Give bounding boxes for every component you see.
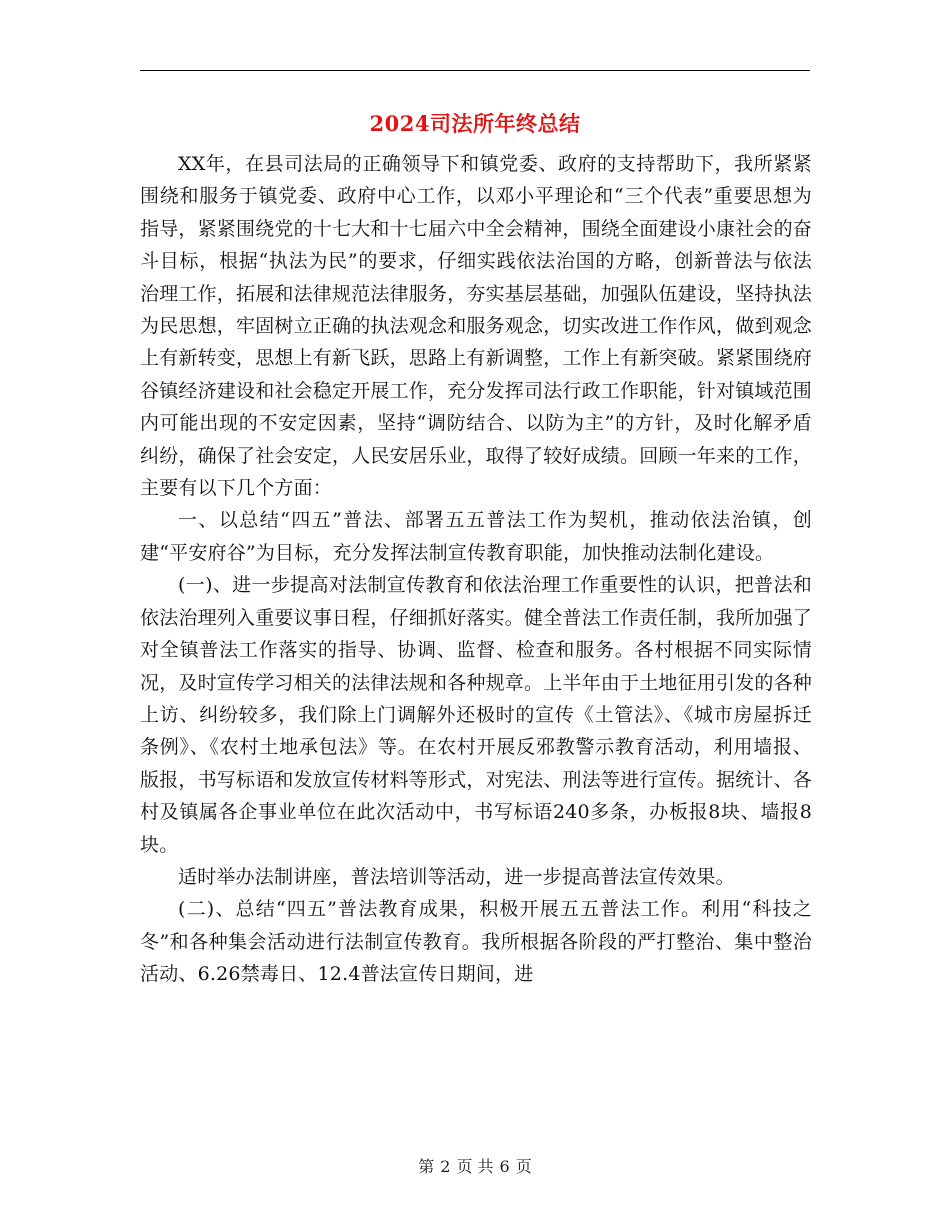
- page-footer: [0, 1154, 950, 1177]
- body-paragraph-intro: XX年，在县司法局的正确领导下和镇党委、政府的支持帮助下，我所紧紧围绕和服务于镇党委、政府中心工作，以邓小平理论和“三个代表”重要思想为指导，紧紧围绕党的十七大和十七届六中全会精神，围绕全面建设小康社会的奋斗目标，根据“执法为民”的要求，仔细实践依法治国的方略，创新普法与依法治理工作，拓展和法律规范法律服务，夯实基层基础，加强队伍建设，坚持执法为民思想，牢固树立正确的执法观念和服务观念，切实改进工作作风，做到观念上有新转变，思想上有新飞跃，思路上有新调整，工作上有新突破。紧紧围绕府谷镇经济建设和社会稳定开展工作，充分发挥司法行政工作职能，针对镇域范围内可能出现的不安定因素，坚持“调防结合、以防为主”的方针，及时化解矛盾纠纷，确保了社会安定，人民安居乐业，取得了较好成绩。回顾一年来的工作，主要有以下几个方面：: [140, 153, 813, 500]
- footer-prefix: 第: [418, 1157, 435, 1176]
- header-rule: [140, 70, 810, 71]
- document-body: [140, 148, 812, 991]
- body-paragraph-subsection-1: (一)、进一步提高对法制宣传教育和依法治理工作重要性的认识，把普法和依法治理列入重要议事日程，仔细抓好落实。健全普法工作责任制，我所加强了对全镇普法工作落实的指导、协调、监督、检查和服务。各村根据不同实际情况，及时宣传学习相关的法律法规和各种规章。上半年由于土地征用引发的各种上访、纠纷较多，我们除上门调解外还极时的宣传《土管法》、《城市房屋拆迁条例》、《农村土地承包法》等。在农村开展反邪教警示教育活动，利用墙报、版报，书写标语和发放宣传材料等形式，对宪法、刑法等进行宣传。据统计、各村及镇属各企事业单位在此次活动中，书写标语240多条，办板报8块、墙报8块。: [140, 574, 813, 856]
- body-paragraph-subsection-2: (二)、总结“四五”普法教育成果，积极开展五五普法工作。利用“科技之冬”和各种集会活动进行法制宣传教育。我所根据各阶段的严打整治、集中整治活动、6.26禁毒日、12.4普法宣传日期间，进: [140, 898, 812, 986]
- document-title: 2024司法所年终总结: [369, 111, 581, 136]
- body-paragraph-lectures: 适时举办法制讲座，普法培训等活动，进一步提高普法宣传效果。: [178, 865, 735, 888]
- footer-middle: 页 共: [456, 1157, 494, 1176]
- footer-current-page: 2: [440, 1157, 451, 1176]
- body-paragraph-section-1: 一、以总结“四五”普法、部署五五普法工作为契机，推动依法治镇，创建“平安府谷”为目标，充分发挥法制宣传教育职能，加快推动法制化建设。: [140, 509, 812, 564]
- footer-suffix: 页: [515, 1157, 532, 1176]
- footer-total-pages: 6: [499, 1157, 510, 1176]
